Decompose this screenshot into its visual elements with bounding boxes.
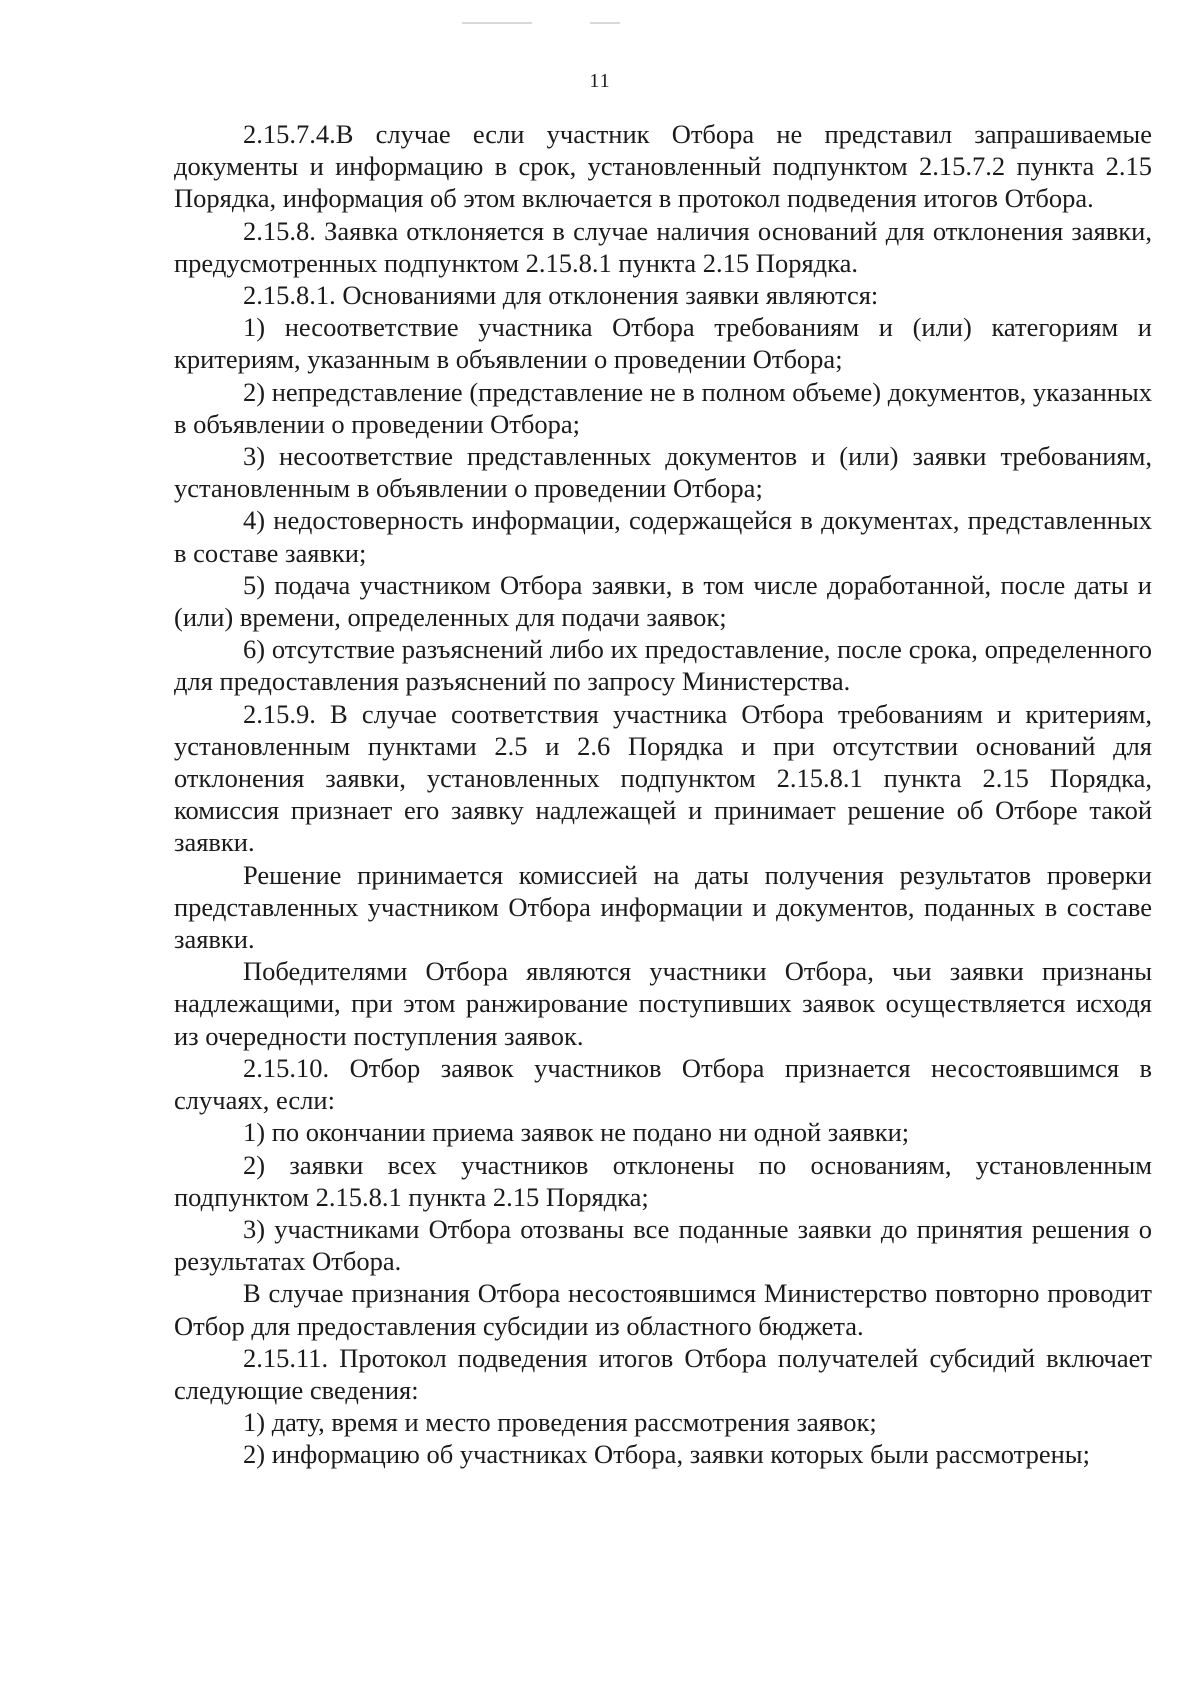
document-body xyxy=(174,118,1152,1471)
scan-artifact xyxy=(590,22,620,24)
list-item-3: 3) участниками Отбора отозваны все поданные заявки до принятия решения о результатах Отбора. xyxy=(174,1213,1152,1277)
paragraph-2-15-8-1: 2.15.8.1. Основаниями для отклонения заявки являются: xyxy=(243,280,879,311)
list-item-2: 2) заявки всех участников отклонены по основаниям, установленным подпунктом 2.15.8.1 пункта 2.15 Порядка; xyxy=(174,1149,1152,1212)
paragraph-repeat-selection: В случае признания Отбора несостоявшимся Министерство повторно проводит Отбор для предоставления субсидии из областного бюджета. xyxy=(174,1278,1152,1341)
paragraph-2-15-11: 2.15.11. Протокол подведения итогов Отбора получателей субсидий включает следующие сведения: xyxy=(174,1342,1152,1405)
list-item-5: 5) подача участником Отбора заявки, в том числе доработанной, после даты и (или) времени, определенных для подачи заявок; xyxy=(174,569,1152,633)
scan-artifact xyxy=(462,22,532,24)
paragraph-2-15-8: 2.15.8. Заявка отклоняется в случае наличия оснований для отклонения заявки, предусмотренных подпунктом 2.15.8.1 пункта 2.15 Порядка. xyxy=(174,215,1152,278)
list-item-1: 1) дату, время и место проведения рассмотрения заявок; xyxy=(243,1407,877,1438)
paragraph-2-15-7-4: 2.15.7.4.В случае если участник Отбора не представил запрашиваемые документы и информацию в срок, установленный подпунктом 2.15.7.2 пункта 2.15 Порядка, информация об этом включается в протокол подведения итогов Отбора. xyxy=(174,119,1152,214)
paragraph-winners: Победителями Отбора являются участники Отбора, чьи заявки признаны надлежащими, при этом ранжирование поступивших заявок осуществляется исходя из очередности поступления заявок. xyxy=(174,956,1152,1051)
paragraph-decision: Решение принимается комиссией на даты получения результатов проверки представленных участником Отбора информации и документов, поданных в составе заявки. xyxy=(174,859,1152,955)
list-item-1: 1) по окончании приема заявок не подано ни одной заявки; xyxy=(243,1117,910,1148)
list-item-6: 6) отсутствие разъяснений либо их предоставление, после срока, определенного для предоставления разъяснений по запросу Министерства. xyxy=(174,634,1152,697)
paragraph-2-15-10: 2.15.10. Отбор заявок участников Отбора признается несостоявшимся в случаях, если: xyxy=(174,1052,1152,1116)
page-number: 11 xyxy=(589,70,611,92)
list-item-2: 2) непредставление (представление не в полном объеме) документов, указанных в объявлении о проведении Отбора; xyxy=(174,376,1152,439)
list-item-2: 2) информацию об участниках Отбора, заявки которых были рассмотрены; xyxy=(243,1439,1090,1470)
list-item-3: 3) несоответствие представленных документов и (или) заявки требованиям, установленным в объявлении о проведении Отбора; xyxy=(174,441,1152,504)
list-item-4: 4) недостоверность информации, содержащейся в документах, представленных в составе заявки; xyxy=(174,505,1152,568)
paragraph-2-15-9: 2.15.9. В случае соответствия участника Отбора требованиям и критериям, установленным пунктами 2.5 и 2.6 Порядка и при отсутствии оснований для отклонения заявки, установленных подпунктом 2.15.8.1 пункта 2.15 Порядка, комиссия признает его заявку надлежащей и принимает решение об Отборе такой заявки. xyxy=(174,698,1152,858)
list-item-1: 1) несоответствие участника Отбора требованиям и (или) категориям и критериям, указанным в объявлении о проведении Отбора; xyxy=(174,312,1152,375)
